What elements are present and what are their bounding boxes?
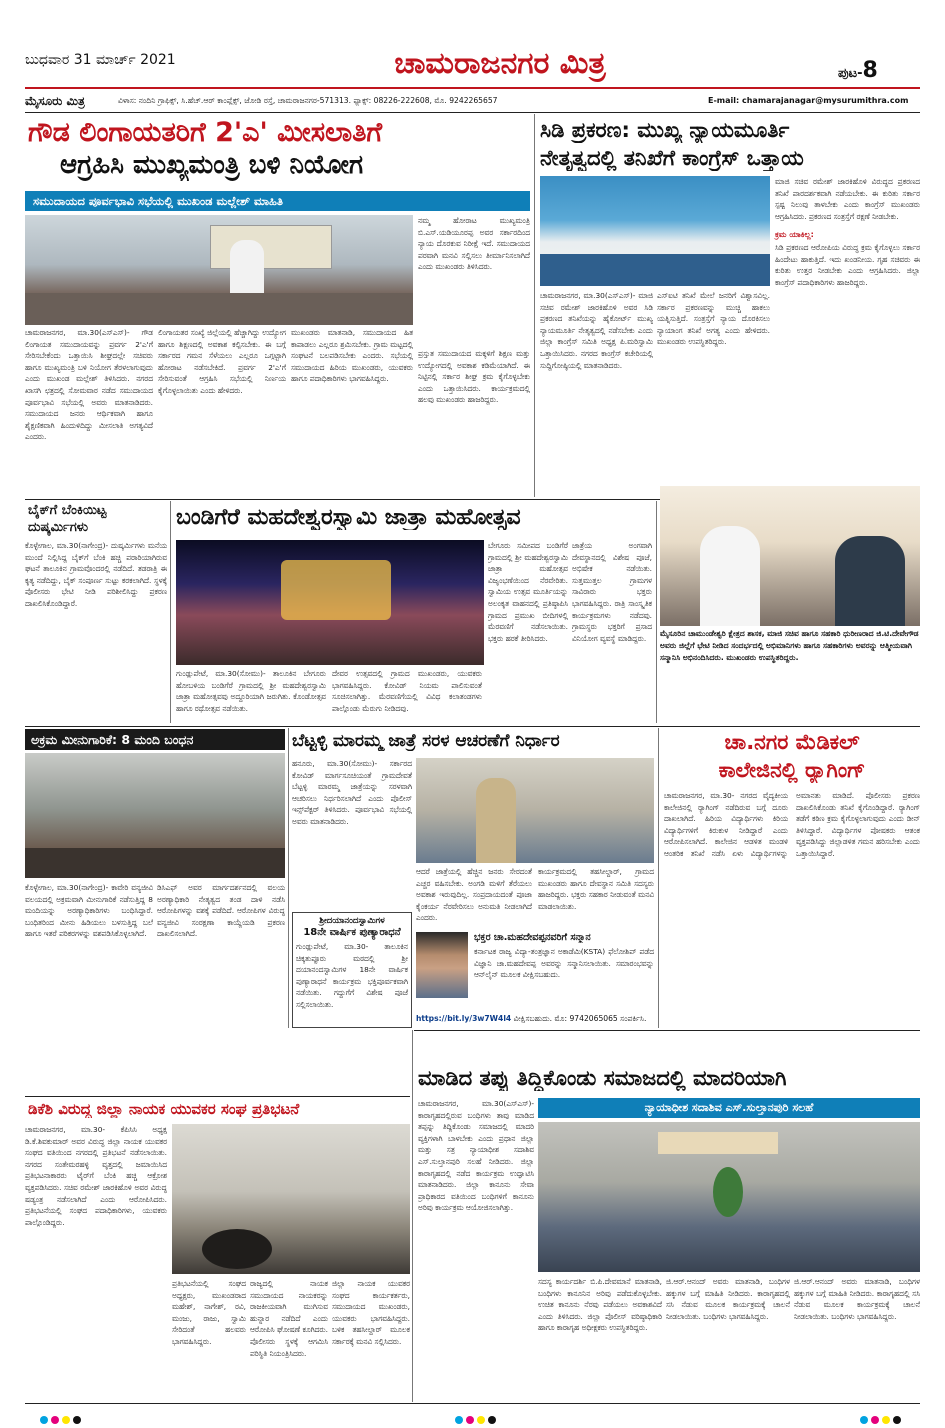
article4-body-col1: ಬೇಗೂರು ಸಮೀಪದ ಬಂಡಿಗೆರೆ ಗ್ರಾಮದಲ್ಲಿ ಶ್ರೀ ಮಹದೇಶ್ವರಸ್ವಾಮಿ ಜಾತ್ರಾ ಮಹೋತ್ಸವ ವಿಜೃಂಭಣೆಯಿಂದ ನೆರವೇರಿತು. ಸ್ವಾಮಿಯ ಉತ್ಸವ ಮೂರ್ತಿಯನ್ನು ಅಲಂಕೃತ ವಾಹನದಲ್ಲಿ ಪ್ರತಿಷ್ಠಾಪಿಸಿ ಗ್ರಾಮದ ಪ್ರಮುಖ ಬೀದಿಗಳಲ್ಲಿ ಮೆರವಣಿಗೆ ನಡೆಸಲಾಯಿತು. ಭಕ್ತರು ಹರಕೆ ತೀರಿಸಿದರು.	[488, 541, 568, 643]
article1-photo	[25, 215, 413, 325]
color-dot	[860, 1416, 868, 1424]
article7-link-line	[416, 1014, 654, 1024]
anniversary-box-body: ಗುಂಡ್ಲುಪೇಟೆ, ಮಾ.30- ತಾಲೂಕಿನ ಚಿಕ್ಕತುಪ್ಪೂರು ಮಠದಲ್ಲಿ ಶ್ರೀ ದಯಾನಂದಸ್ವಾಮಿಗಳ 18ನೇ ವಾರ್ಷಿಕ ಪುಣ್ಯಾರಾಧನೆ ಕಾರ್ಯಕ್ರಮ ಭಕ್ತಿಪೂರ್ವಕವಾಗಿ ನಡೆಯಿತು. ಗದ್ದುಗೆಗೆ ವಿಶೇಷ ಪೂಜೆ ಸಲ್ಲಿಸಲಾಯಿತು.	[296, 942, 408, 1009]
article6-body-col3: ಕಾರ್ಯಕ್ರಮದಲ್ಲಿ ತಹಸೀಲ್ದಾರ್, ಗ್ರಾಮದ ಮುಖಂಡರು ಹಾಗೂ ದೇವಸ್ಥಾನ ಸಮಿತಿ ಸದಸ್ಯರು ಹಾಜರಿದ್ದರು. ಭಕ್ತರು ಸಹಕಾರ ನೀಡುವಂತೆ ಮನವಿ ಮಾಡಲಾಯಿತು.	[538, 867, 654, 911]
article1-headline-2: ಆಗ್ರಹಿಸಿ ಮುಖ್ಯಮಂತ್ರಿ ಬಳಿ ನಿಯೋಗ	[60, 150, 364, 180]
article1-photo-table	[25, 293, 413, 325]
article1-body-col1: ಚಾಮರಾಜನಗರ, ಮಾ.30(ಎಸ್‌ಎಸ್)- ಗೌಡ ಲಿಂಗಾಯತ ಸಮುದಾಯವನ್ನು ಪ್ರವರ್ಗ 2'ಎ'ಗೆ ಸೇರಿಸಬೇಕೆಂದು ಒತ್ತಾಯಿಸಿ ಶೀಘ್ರದಲ್ಲೇ ಸಚಿವರು ಹಾಗೂ ಮುಖ್ಯಮಂತ್ರಿ ಬಳಿ ನಿಯೋಗ ತೆರಳಲಾಗುವುದು ಎಂದು ಮುಖಂಡ ಮಲ್ಲೇಶ್ ತಿಳಿಸಿದರು. ನಗರದ ಖಾಸಗಿ ಛತ್ರದಲ್ಲಿ ಸೋಮವಾರ ನಡೆದ ಸಮುದಾಯದ ಪೂರ್ವಭಾವಿ ಸಭೆಯಲ್ಲಿ ಅವರು ಮಾತನಾಡಿದರು. ಸಮುದಾಯದ ಜನರು ಆರ್ಥಿಕವಾಗಿ ಹಾಗೂ ಶೈಕ್ಷಣಿಕವಾಗಿ ಹಿಂದುಳಿದಿದ್ದು ಮೀಸಲಾತಿ ಅಗತ್ಯವಿದೆ ಎಂದರು.	[25, 328, 153, 442]
article1-photo-banner	[210, 225, 332, 269]
article10-headline: ಮಾಡಿದ ತಪ್ಪು ತಿದ್ದಿಕೊಂಡು ಸಮಾಜದಲ್ಲಿ ಮಾದರಿಯಾಗಿ	[418, 1066, 787, 1090]
article4-body-col3: ಗುಂಡ್ಲುಪೇಟೆ, ಮಾ.30(ಸೋಮು)- ತಾಲೂಕಿನ ಬೇಗೂರು ಹೋಬಳಿಯ ಬಂಡಿಗೆರೆ ಗ್ರಾಮದಲ್ಲಿ ಶ್ರೀ ಮಹದೇಶ್ವರಸ್ವಾಮಿ ಜಾತ್ರಾ ಮಹೋತ್ಸವವು ಅದ್ದೂರಿಯಾಗಿ ಜರುಗಿತು. ಕೊಂಡೋತ್ಸವ ಹಾಗೂ ರಥೋತ್ಸವ ನಡೆಯಿತು.	[176, 669, 326, 713]
page-number: 8	[862, 58, 878, 83]
column-rule	[658, 728, 659, 1028]
article2-body-col1: ಚಾಮರಾಜನಗರ, ಮಾ.30(ಎಸ್‌ಎಸ್)- ಮಾಜಿ ಸಚಿವ ರಮೇಶ್ ಜಾರಕಿಹೊಳಿ ಅವರ ಸಿಡಿ ಪ್ರಕರಣದ ತನಿಖೆಯನ್ನು ಹೈಕೋರ್ಟ್ ಮುಖ್ಯ ನ್ಯಾಯಮೂರ್ತಿ ನೇತೃತ್ವದಲ್ಲಿ ನಡೆಸಬೇಕು ಎಂದು ಜಿಲ್ಲಾ ಕಾಂಗ್ರೆಸ್ ಸಮಿತಿ ಅಧ್ಯಕ್ಷ ಪಿ.ಮರಿಸ್ವಾಮಿ ಒತ್ತಾಯಿಸಿದರು. ನಗರದ ಕಾಂಗ್ರೆಸ್ ಕಚೇರಿಯಲ್ಲಿ ಸುದ್ದಿಗೋಷ್ಠಿಯಲ್ಲಿ ಮಾತನಾಡಿದರು.	[540, 291, 653, 370]
color-registration-marks	[455, 1409, 499, 1428]
article6-photo-officer	[476, 778, 516, 863]
column-rule	[534, 114, 535, 497]
article6-body-col1: ಹನೂರು, ಮಾ.30(ಸೋಮು)- ಸರ್ಕಾರದ ಕೋವಿಡ್ ಮಾರ್ಗಸೂಚಿಯಂತೆ ಗ್ರಾಮದೇವತೆ ಬೆಟ್ಟಳ್ಳಿ ಮಾರಮ್ಮ ಜಾತ್ರೆಯನ್ನು ಸರಳವಾಗಿ ಆಚರಿಸಲು ನಿರ್ಧರಿಸಲಾಗಿದೆ ಎಂದು ಪೊಲೀಸ್ ಇನ್ಸ್‌ಪೆಕ್ಟರ್ ತಿಳಿಸಿದರು. ಪೂರ್ವಭಾವಿ ಸಭೆಯಲ್ಲಿ ಅವರು ಮಾತನಾಡಿದರು.	[292, 759, 412, 826]
color-dot	[466, 1416, 474, 1424]
anniversary-box	[292, 912, 412, 1028]
article10-body-col1: ಚಾಮರಾಜನಗರ, ಮಾ.30(ಎಸ್‌ಎಸ್)- ಕಾರಾಗೃಹದಲ್ಲಿರುವ ಬಂಧಿಗಳು ತಾವು ಮಾಡಿದ ತಪ್ಪನ್ನು ತಿದ್ದಿಕೊಂಡು ಸಮಾಜದಲ್ಲಿ ಮಾದರಿ ವ್ಯಕ್ತಿಗಳಾಗಿ ಬಾಳಬೇಕು ಎಂದು ಪ್ರಧಾನ ಜಿಲ್ಲಾ ಮತ್ತು ಸತ್ರ ನ್ಯಾಯಾಧೀಶ ಸದಾಶಿವ ಎಸ್.ಸುಲ್ತಾನಪುರಿ ಸಲಹೆ ನೀಡಿದರು. ಜಿಲ್ಲಾ ಕಾರಾಗೃಹದಲ್ಲಿ ನಡೆದ ಕಾರ್ಯಕ್ರಮ ಉದ್ಘಾಟಿಸಿ ಮಾತನಾಡಿದರು. ಜಿಲ್ಲಾ ಕಾನೂನು ಸೇವಾ ಪ್ರಾಧಿಕಾರದ ವತಿಯಿಂದ ಬಂಧಿಗಳಿಗೆ ಕಾನೂನು ಅರಿವು ಕಾರ್ಯಕ್ರಮ ಆಯೋಜಿಸಲಾಗಿತ್ತು.	[418, 1099, 534, 1213]
article5-photo-nets	[25, 848, 285, 878]
article7-link-tail: ವೀಕ್ಷಿಸಬಹುದು. ಮೊ: 9742065065 ಸಂಪರ್ಕಿಸಿ.	[513, 1014, 647, 1023]
article6-headline: ಬೆಟ್ಟಳ್ಳಿ ಮಾರಮ್ಮ ಜಾತ್ರೆ ಸರಳ ಆಚರಣೆಗೆ ನಿರ್ಧಾರ	[292, 731, 560, 751]
article8-headline-1: ಚಾ.ನಗರ ಮೆಡಿಕಲ್	[724, 730, 860, 754]
color-dot	[40, 1416, 48, 1424]
article8-body: ಚಾಮರಾಜನಗರ, ಮಾ.30- ನಗರದ ವೈದ್ಯಕೀಯ ಕಾಲೇಜಿನಲ್ಲಿ ರ್‍ಯಾಗಿಂಗ್ ನಡೆದಿರುವ ಬಗ್ಗೆ ದೂರು ದಾಖಲಾಗಿದೆ. ಹಿರಿಯ ವಿದ್ಯಾರ್ಥಿಗಳು ಕಿರಿಯ ವಿದ್ಯಾರ್ಥಿಗಳಿಗೆ ಕಿರುಕುಳ ನೀಡಿದ್ದಾರೆ ಎಂದು ಆರೋಪಿಸಲಾಗಿದೆ. ಕಾಲೇಜಿನ ಆಡಳಿತ ಮಂಡಳಿ ಆಂತರಿಕ ತನಿಖೆ ನಡೆಸಿ ಏಳು ವಿದ್ಯಾರ್ಥಿಗಳನ್ನು ಅಮಾನತು ಮಾಡಿದೆ. ಪೊಲೀಸರು ಪ್ರಕರಣ ದಾಖಲಿಸಿಕೊಂಡು ತನಿಖೆ ಕೈಗೊಂಡಿದ್ದಾರೆ. ರ್‍ಯಾಗಿಂಗ್ ತಡೆಗೆ ಕಠಿಣ ಕ್ರಮ ಕೈಗೊಳ್ಳಲಾಗುವುದು ಎಂದು ಡೀನ್ ತಿಳಿಸಿದ್ದಾರೆ. ವಿದ್ಯಾರ್ಥಿಗಳ ಪೋಷಕರು ಆತಂಕ ವ್ಯಕ್ತಪಡಿಸಿದ್ದು ಜಿಲ್ಲಾಡಳಿತ ಗಮನ ಹರಿಸಬೇಕು ಎಂದು ಒತ್ತಾಯಿಸಿದ್ದಾರೆ.	[664, 791, 920, 858]
article1-headline-1: ಗೌಡ ಲಿಂಗಾಯತರಿಗೆ 2'ಎ' ಮೀಸಲಾತಿಗೆ	[28, 117, 383, 148]
article2-body-col3: ಸಿಡಿ ಪ್ರಕರಣದ ಆರೋಪಿಯ ವಿರುದ್ಧ ಕ್ರಮ ಕೈಗೊಳ್ಳಲು ಸರ್ಕಾರ ಹಿಂದೇಟು ಹಾಕುತ್ತಿದೆ. ಇದು ಖಂಡನೀಯ. ಗೃಹ ಸಚಿವರು ಈ ಕುರಿತು ಉತ್ತರ ನೀಡಬೇಕು ಎಂದು ಆಗ್ರಹಿಸಿದರು. ಜಿಲ್ಲಾ ಕಾಂಗ್ರೆಸ್ ಪದಾಧಿಕಾರಿಗಳು ಹಾಜರಿದ್ದರು.	[775, 243, 920, 287]
color-dot	[871, 1416, 879, 1424]
article2-side-text: ಮಾಜಿ ಸಚಿವ ರಮೇಶ್ ಜಾರಕಿಹೊಳಿ ವಿರುದ್ಧದ ಪ್ರಕರಣದ ತನಿಖೆ ಪಾರದರ್ಶಕವಾಗಿ ನಡೆಯಬೇಕು. ಈ ಕುರಿತು ಸರ್ಕಾರ ಸ್ಪಷ್ಟ ನಿಲುವು ತಾಳಬೇಕು ಎಂದು ಕಾಂಗ್ರೆಸ್ ಮುಖಂಡರು ಆಗ್ರಹಿಸಿದರು. ಪ್ರಕರಣದ ಸಂತ್ರಸ್ತೆಗೆ ರಕ್ಷಣೆ ನೀಡಬೇಕು.	[775, 177, 920, 221]
article9-body-col3: ರಾಜ್ಯದಲ್ಲಿ ನಾಯಕ ಸಮುದಾಯದ ನಾಯಕರನ್ನು ರಾಜಕೀಯವಾಗಿ ಮುಗಿಸುವ ಹುನ್ನಾರ ನಡೆದಿದೆ ಎಂದು ಆರೋಪಿಸಿ ಘೋಷಣೆ ಕೂಗಿದರು. ಪೊಲೀಸರು ಸ್ಥಳಕ್ಕೆ ಆಗಮಿಸಿ ಪರಿಸ್ಥಿತಿ ನಿಯಂತ್ರಿಸಿದರು.	[250, 1279, 328, 1358]
anniversary-box-title: ಶ್ರೀದಯಾನಂದಸ್ವಾಮಿಗಳ	[319, 916, 385, 926]
article1-body-col5: ಪ್ರಸ್ತುತ ಸಮುದಾಯದ ಮಕ್ಕಳಿಗೆ ಶಿಕ್ಷಣ ಮತ್ತು ಉದ್ಯೋಗದಲ್ಲಿ ಅವಕಾಶ ಕಡಿಮೆಯಾಗಿದೆ. ಈ ನಿಟ್ಟಿನಲ್ಲಿ ಸರ್ಕಾರ ಶೀಘ್ರ ಕ್ರಮ ಕೈಗೊಳ್ಳಬೇಕು ಎಂದು ಒತ್ತಾಯಿಸಿದರು. ಕಾರ್ಯಕ್ರಮದಲ್ಲಿ ಹಲವು ಮುಖಂಡರು ಹಾಜರಿದ್ದರು.	[418, 349, 530, 405]
article9-body-col1: ಚಾಮರಾಜನಗರ, ಮಾ.30- ಕೆಪಿಸಿಸಿ ಅಧ್ಯಕ್ಷ ಡಿ.ಕೆ.ಶಿವಕುಮಾರ್ ಅವರ ವಿರುದ್ಧ ಜಿಲ್ಲಾ ನಾಯಕ ಯುವಕರ ಸಂಘದ ವತಿಯಿಂದ ನಗರದಲ್ಲಿ ಪ್ರತಿಭಟನೆ ನಡೆಸಲಾಯಿತು. ನಗರದ ಸಂತೇಮರಹಳ್ಳಿ ವೃತ್ತದಲ್ಲಿ ಜಮಾಯಿಸಿದ ಪ್ರತಿಭಟನಾಕಾರರು ಟೈರ್‌ಗೆ ಬೆಂಕಿ ಹಚ್ಚಿ ಆಕ್ರೋಶ ವ್ಯಕ್ತಪಡಿಸಿದರು. ಸಚಿವ ರಮೇಶ್ ಜಾರಕಿಹೊಳಿ ಅವರ ವಿರುದ್ಧ ಷಡ್ಯಂತ್ರ ನಡೆಸಲಾಗಿದೆ ಎಂದು ಆರೋಪಿಸಿದರು. ಪ್ರತಿಭಟನೆಯಲ್ಲಿ ಸಂಘದ ಪದಾಧಿಕಾರಿಗಳು, ಯುವಕರು ಪಾಲ್ಗೊಂಡಿದ್ದರು.	[25, 1125, 167, 1227]
color-registration-marks	[40, 1409, 84, 1428]
column-rule	[412, 1030, 413, 1402]
color-dot	[455, 1416, 463, 1424]
article4-body-col4: ದೇವರ ಉತ್ಸವದಲ್ಲಿ ಗ್ರಾಮದ ಮುಖಂಡರು, ಯುವಕರು ಭಾಗವಹಿಸಿದ್ದರು. ಕೋವಿಡ್ ನಿಯಮ ಪಾಲಿಸುವಂತೆ ಸೂಚಿಸಲಾಗಿತ್ತು. ಮೆರವಣಿಗೆಯಲ್ಲಿ ವಿವಿಧ ಕಲಾತಂಡಗಳು ಪಾಲ್ಗೊಂಡು ಮೆರುಗು ನೀಡಿದವು.	[332, 669, 482, 713]
article4-headline: ಬಂಡಿಗೆರೆ ಮಹದೇಶ್ವರಸ್ವಾಮಿ ಜಾತ್ರಾ ಮಹೋತ್ಸವ	[176, 505, 521, 530]
article2-photo	[540, 176, 770, 286]
article8-headline-2: ಕಾಲೇಜಿನಲ್ಲಿ ರ್‍ಯಾಗಿಂಗ್	[718, 758, 866, 782]
anniversary-box-subtitle: 18ನೇ ವಾರ್ಷಿಕ ಪುಣ್ಯಾರಾಧನೆ	[303, 927, 401, 938]
column-rule	[656, 501, 657, 723]
article10-subhead: ನ್ಯಾಯಾಧೀಶ ಸದಾಶಿವ ಎಸ್.ಸುಲ್ತಾನಪುರಿ ಸಲಹೆ	[538, 1098, 920, 1118]
article4-photo-float	[281, 560, 391, 620]
felicitation-caption: ಮೈಸೂರಿನ ಚಾಮುಂಡೇಶ್ವರಿ ಕ್ಷೇತ್ರದ ಶಾಸಕ, ಮಾಜಿ ಸಚಿವ ಹಾಗೂ ಸಹಕಾರಿ ಧುರೀಣರಾದ ಜಿ.ಟಿ.ದೇವೇಗೌಡ ಅವರು ಜಿಲ್ಲೆಗೆ ಭೇಟಿ ನೀಡಿದ ಸಂದರ್ಭದಲ್ಲಿ ಅಭಿಮಾನಿಗಳು ಹಾಗೂ ಸಹಕಾರಿಗಳು ಅವರನ್ನು ಆತ್ಮೀಯವಾಗಿ ಸನ್ಮಾನಿಸಿ ಅಭಿನಂದಿಸಿದರು. ಮುಖಂಡರು ಉಪಸ್ಥಿತರಿದ್ದರು.	[660, 629, 919, 662]
article4-photo	[176, 540, 484, 665]
article7-body: ಕರ್ನಾಟಕ ರಾಜ್ಯ ವಿದ್ಯಾ-ತಂತ್ರಜ್ಞಾನ ಅಕಾಡೆಮಿ(KSTA) ಫೆಲೋಶಿಪ್ ಪಡೆದ ವಿಜ್ಞಾನಿ ಚಾ.ಮಹದೇವಪ್ಪ ಅವರನ್ನು ಸನ್ಮಾನಿಸಲಾಯಿತು. ಸಮಾರಂಭವನ್ನು ಆನ್‌ಲೈನ್ ಮೂಲಕ ವೀಕ್ಷಿಸಬಹುದು.	[474, 947, 654, 980]
column-rule	[170, 501, 171, 723]
article4-body-col2: ಜಾತ್ರೆಯ ಅಂಗವಾಗಿ ದೇವಸ್ಥಾನದಲ್ಲಿ ವಿಶೇಷ ಪೂಜೆ, ಅಭಿಷೇಕ ನಡೆಯಿತು. ಸುತ್ತಮುತ್ತಲ ಗ್ರಾಮಗಳ ಸಾವಿರಾರು ಭಕ್ತರು ಭಾಗವಹಿಸಿದ್ದರು. ರಾತ್ರಿ ಸಾಂಸ್ಕೃತಿಕ ಕಾರ್ಯಕ್ರಮಗಳು ನಡೆದವು. ಗ್ರಾಮಸ್ಥರು ಭಕ್ತರಿಗೆ ಪ್ರಸಾದ ವಿನಿಯೋಗ ವ್ಯವಸ್ಥೆ ಮಾಡಿದ್ದರು.	[572, 541, 652, 643]
felicitation-photo-person	[835, 536, 905, 626]
masthead-rule	[25, 87, 920, 89]
article10-body-col3: ಜಿ.ಆರ್.ಆನಂದ್ ಅವರು ಮಾತನಾಡಿ, ಬಂಧಿಗಳ ಹಕ್ಕುಗಳ ಬಗ್ಗೆ ಮಾಹಿತಿ ನೀಡಿದರು. ಕಾರಾಗೃಹದಲ್ಲಿ ಸಸಿ ನೆಡುವ ಮೂಲಕ ಕಾರ್ಯಕ್ರಮಕ್ಕೆ ಚಾಲನೆ ನೀಡಲಾಯಿತು. ಬಂಧಿಗಳು ಭಾಗವಹಿಸಿದ್ದರು.	[666, 1277, 790, 1321]
color-dot	[882, 1416, 890, 1424]
masthead-address: ವಿಳಾಸ: ನಂದಿನಿ ಗ್ರಾಫಿಕ್ಸ್, ಸಿ.ಹೆಚ್.ಆರ್ ಕಾಂಪ್ಲೆಕ್ಸ್, ಜೋಡಿ ರಸ್ತೆ, ಚಾಮರಾಜನಗರ-571313. ಫ್ಯಾಕ್ಸ್: 08226-222608, ಮೊ. 9242265657	[118, 96, 498, 105]
article6-body-col2: ಆದರೆ ಜಾತ್ರೆಯಲ್ಲಿ ಹೆಚ್ಚಿನ ಜನರು ಸೇರದಂತೆ ಎಚ್ಚರ ವಹಿಸಬೇಕು. ಅಂಗಡಿ ಮಳಿಗೆ ತೆರೆಯಲು ಅವಕಾಶ ಇರುವುದಿಲ್ಲ. ಸಂಪ್ರದಾಯದಂತೆ ಪೂಜಾ ಕೈಂಕರ್ಯ ನೆರವೇರಿಸಲು ಅನುಮತಿ ನೀಡಲಾಗಿದೆ ಎಂದರು.	[416, 867, 532, 923]
color-dot	[73, 1416, 81, 1424]
page-label	[838, 58, 878, 83]
masthead-email: E-mail: chamarajanagar@mysurumithra.com	[708, 96, 909, 105]
color-dot	[51, 1416, 59, 1424]
article9-body-col4: ಜಿಲ್ಲಾ ನಾಯಕ ಯುವಕರ ಸಂಘದ ಕಾರ್ಯಕರ್ತರು, ಸಮುದಾಯದ ಮುಖಂಡರು, ಯುವಕರು ಭಾಗವಹಿಸಿದ್ದರು. ಬಳಿಕ ತಹಸೀಲ್ದಾರ್ ಮೂಲಕ ಸರ್ಕಾರಕ್ಕೆ ಮನವಿ ಸಲ್ಲಿಸಿದರು.	[332, 1279, 410, 1346]
article2-headline-2: ನೇತೃತ್ವದಲ್ಲಿ ತನಿಖೆಗೆ ಕಾಂಗ್ರೆಸ್ ಒತ್ತಾಯ	[540, 146, 804, 170]
section-rule	[25, 726, 920, 727]
article1-body-col4: ನಮ್ಮ ಹೋರಾಟ ಮುಖ್ಯಮಂತ್ರಿ ಬಿ.ಎಸ್.ಯಡಿಯೂರಪ್ಪ ಅವರ ಸರ್ಕಾರದಿಂದ ನ್ಯಾಯ ದೊರಕುವ ನಿರೀಕ್ಷೆ ಇದೆ. ಸಮುದಾಯದ ಪರವಾಗಿ ಮನವಿ ಸಲ್ಲಿಸಲು ತೀರ್ಮಾನಿಸಲಾಗಿದೆ ಎಂದು ಮುಖಂಡರು ತಿಳಿಸಿದರು.	[418, 216, 530, 272]
footer-rule	[25, 1403, 920, 1404]
color-dot	[488, 1416, 496, 1424]
article5-body-col1: ಕೊಳ್ಳೇಗಾಲ, ಮಾ.30(ನಾಗೇಂದ್ರ)- ಕಾವೇರಿ ವನ್ಯಜೀವಿ ವಲಯದಲ್ಲಿ ಅಕ್ರಮವಾಗಿ ಮೀನುಗಾರಿಕೆ ನಡೆಸುತ್ತಿದ್ದ 8 ಮಂದಿಯನ್ನು ಅರಣ್ಯಾಧಿಕಾರಿಗಳು ಬಂಧಿಸಿದ್ದಾರೆ. ಬಂಧಿತರಿಂದ ಮೀನು ಹಿಡಿಯಲು ಬಳಸುತ್ತಿದ್ದ ಬಲೆ ಹಾಗೂ ಇತರೆ ಪರಿಕರಗಳನ್ನು ವಶಪಡಿಸಿಕೊಳ್ಳಲಾಗಿದೆ.	[25, 883, 153, 939]
issue-date: ಬುಧವಾರ 31 ಮಾರ್ಚ್ 2021	[25, 52, 176, 68]
article5-headline: ಅಕ್ರಮ ಮೀನುಗಾರಿಕೆ: 8 ಮಂದಿ ಬಂಧನ	[25, 729, 285, 750]
felicitation-photo-person	[700, 526, 760, 626]
article10-photo	[538, 1122, 920, 1272]
color-dot	[893, 1416, 901, 1424]
section-rule	[25, 1096, 410, 1097]
article5-photo	[25, 753, 285, 878]
color-registration-marks	[860, 1409, 904, 1428]
article10-body-col4: ಜಿ.ಆರ್.ಆನಂದ್ ಅವರು ಮಾತನಾಡಿ, ಬಂಧಿಗಳ ಹಕ್ಕುಗಳ ಬಗ್ಗೆ ಮಾಹಿತಿ ನೀಡಿದರು. ಕಾರಾಗೃಹದಲ್ಲಿ ಸಸಿ ನೆಡುವ ಮೂಲಕ ಕಾರ್ಯಕ್ರಮಕ್ಕೆ ಚಾಲನೆ ನೀಡಲಾಯಿತು. ಬಂಧಿಗಳು ಭಾಗವಹಿಸಿದ್ದರು.	[794, 1277, 920, 1321]
color-dot	[477, 1416, 485, 1424]
article1-body-col3: ಮುಖಂಡರು ಮಾತನಾಡಿ, ಸಮುದಾಯದ ಹಿತ ಕಾಪಾಡಲು ಎಲ್ಲರೂ ಶ್ರಮಿಸಬೇಕು. ಗ್ರಾಮ ಮಟ್ಟದಲ್ಲಿ ಸಂಘಟನೆ ಬಲಪಡಿಸಬೇಕು ಎಂದರು. ಸಭೆಯಲ್ಲಿ ಸಮುದಾಯದ ಹಿರಿಯ ಮುಖಂಡರು, ಯುವಕರು ಹಾಗೂ ಪದಾಧಿಕಾರಿಗಳು ಭಾಗವಹಿಸಿದ್ದರು.	[291, 328, 413, 384]
article10-body-col2: ಸದಸ್ಯ ಕಾರ್ಯದರ್ಶಿ ಬಿ.ಪಿ.ದೇವಮಾನೆ ಮಾತನಾಡಿ, ಬಂಧಿಗಳು ಕಾನೂನಿನ ಅರಿವು ಪಡೆದುಕೊಳ್ಳಬೇಕು. ಉಚಿತ ಕಾನೂನು ನೆರವು ಪಡೆಯಲು ಅವಕಾಶವಿದೆ ಎಂದು ತಿಳಿಸಿದರು. ಜಿಲ್ಲಾ ಪೊಲೀಸ್ ವರಿಷ್ಠಾಧಿಕಾರಿ ಹಾಗೂ ಕಾರಾಗೃಹ ಅಧೀಕ್ಷಕರು ಉಪಸ್ಥಿತರಿದ್ದರು.	[538, 1277, 662, 1333]
article10-photo-plant	[713, 1167, 743, 1217]
article1-subhead: ಸಮುದಾಯದ ಪೂರ್ವಭಾವಿ ಸಭೆಯಲ್ಲಿ ಮುಖಂಡ ಮಲ್ಲೇಶ್ ಮಾಹಿತಿ	[25, 191, 530, 211]
article9-headline: ಡಿಕೆಶಿ ವಿರುದ್ಧ ಜಿಲ್ಲಾ ನಾಯಕ ಯುವಕರ ಸಂಘ ಪ್ರತಿಭಟನೆ	[28, 1100, 300, 1118]
newspaper-title: ಚಾಮರಾಜನಗರ ಮಿತ್ರ	[394, 46, 606, 81]
article2-kicker: ಕ್ರಮ ಯಾಕಿಲ್ಲ:	[775, 230, 814, 239]
section-rule	[414, 1030, 920, 1031]
color-dot	[62, 1416, 70, 1424]
article7-headline: ಭಕ್ತರ ಚಾ.ಮಹದೇವಪ್ಪನವರಿಗೆ ಸನ್ಮಾನ	[474, 932, 591, 943]
column-rule	[288, 728, 289, 1028]
article2-headline-1: ಸಿಡಿ ಪ್ರಕರಣ: ಮುಖ್ಯ ನ್ಯಾಯಮೂರ್ತಿ	[540, 118, 790, 142]
article3-headline: ಬೈಕ್‌ಗೆ ಬೆಂಕಿಯಿಟ್ಟ ದುಷ್ಕರ್ಮಿಗಳು	[28, 503, 107, 535]
felicitation-photo	[660, 486, 920, 626]
article2-photo-table	[540, 254, 770, 286]
article3-body: ಕೊಳ್ಳೇಗಾಲ, ಮಾ.30(ನಾಗೇಂದ್ರ)- ದುಷ್ಕರ್ಮಿಗಳು ಮನೆಯ ಮುಂದೆ ನಿಲ್ಲಿಸಿದ್ದ ಬೈಕ್‌ಗೆ ಬೆಂಕಿ ಹಚ್ಚಿ ಪರಾರಿಯಾಗಿರುವ ಘಟನೆ ತಾಲೂಕಿನ ಗ್ರಾಮವೊಂದರಲ್ಲಿ ನಡೆದಿದೆ. ತಡರಾತ್ರಿ ಈ ಕೃತ್ಯ ನಡೆದಿದ್ದು, ಬೈಕ್ ಸಂಪೂರ್ಣ ಸುಟ್ಟು ಕರಕಲಾಗಿದೆ. ಸ್ಥಳಕ್ಕೆ ಪೊಲೀಸರು ಭೇಟಿ ನೀಡಿ ಪರಿಶೀಲಿಸಿದ್ದು ಪ್ರಕರಣ ದಾಖಲಿಸಿಕೊಂಡಿದ್ದಾರೆ.	[25, 541, 167, 608]
article9-photo-tyre	[202, 1229, 272, 1269]
article7-portrait	[416, 932, 468, 998]
article5-body-col2: ಡಿಸಿಎಫ್ ಅವರ ಮಾರ್ಗದರ್ಶನದಲ್ಲಿ ವಲಯ ಅರಣ್ಯಾಧಿಕಾರಿ ನೇತೃತ್ವದ ತಂಡ ದಾಳಿ ನಡೆಸಿ ಆರೋಪಿಗಳನ್ನು ವಶಕ್ಕೆ ಪಡೆದಿದೆ. ಆರೋಪಿಗಳ ವಿರುದ್ಧ ವನ್ಯಜೀವಿ ಸಂರಕ್ಷಣಾ ಕಾಯ್ದೆಯಡಿ ಪ್ರಕರಣ ದಾಖಲಿಸಲಾಗಿದೆ.	[157, 883, 285, 939]
article6-photo	[416, 758, 654, 863]
article10-photo-banner	[658, 1132, 778, 1154]
article7-link[interactable]: https://bit.ly/3w7W4l4	[416, 1014, 512, 1023]
article9-photo	[172, 1124, 410, 1274]
masthead-brand: ಮೈಸೂರು ಮಿತ್ರ	[25, 94, 85, 108]
masthead-rule-bottom	[25, 112, 920, 113]
article1-body-col2: ಲಿಂಗಾಯತರ ಸಂಖ್ಯೆ ಜಿಲ್ಲೆಯಲ್ಲಿ ಹೆಚ್ಚಾಗಿದ್ದು ಉದ್ಯೋಗ ಹಾಗೂ ಶಿಕ್ಷಣದಲ್ಲಿ ಅವಕಾಶ ಕಲ್ಪಿಸಬೇಕು. ಈ ಬಗ್ಗೆ ಸರ್ಕಾರದ ಗಮನ ಸೆಳೆಯಲು ಎಲ್ಲರೂ ಒಗ್ಗಟ್ಟಾಗಿ ಹೋರಾಟ ನಡೆಸಬೇಕಿದೆ. ಪ್ರವರ್ಗ 2'ಎ'ಗೆ ಸೇರಿಸುವಂತೆ ಆಗ್ರಹಿಸಿ ಸಭೆಯಲ್ಲಿ ನಿರ್ಣಯ ಕೈಗೊಳ್ಳಲಾಯಿತು ಎಂದು ಹೇಳಿದರು.	[158, 328, 286, 395]
article2-body-col2: ಎಸ್‌ಐಟಿ ತನಿಖೆ ಮೇಲೆ ಜನರಿಗೆ ವಿಶ್ವಾಸವಿಲ್ಲ. ಸರ್ಕಾರ ಪ್ರಕರಣವನ್ನು ಮುಚ್ಚಿ ಹಾಕಲು ಯತ್ನಿಸುತ್ತಿದೆ. ಸಂತ್ರಸ್ತೆಗೆ ನ್ಯಾಯ ದೊರಕಿಸಲು ನ್ಯಾಯಾಂಗ ತನಿಖೆ ಅಗತ್ಯ ಎಂದು ಹೇಳಿದರು. ಮುಖಂಡರು ಉಪಸ್ಥಿತರಿದ್ದರು.	[657, 291, 770, 347]
article9-body-col2: ಪ್ರತಿಭಟನೆಯಲ್ಲಿ ಸಂಘದ ಅಧ್ಯಕ್ಷರು, ಮುಖಂಡರಾದ ಮಹೇಶ್, ನಾಗೇಶ್, ರವಿ, ಮಂಜು, ರಾಜು, ಸ್ವಾಮಿ ಸೇರಿದಂತೆ ಹಲವರು ಭಾಗವಹಿಸಿದ್ದರು.	[172, 1279, 246, 1346]
page-label-text: ಪುಟ-	[838, 66, 863, 81]
